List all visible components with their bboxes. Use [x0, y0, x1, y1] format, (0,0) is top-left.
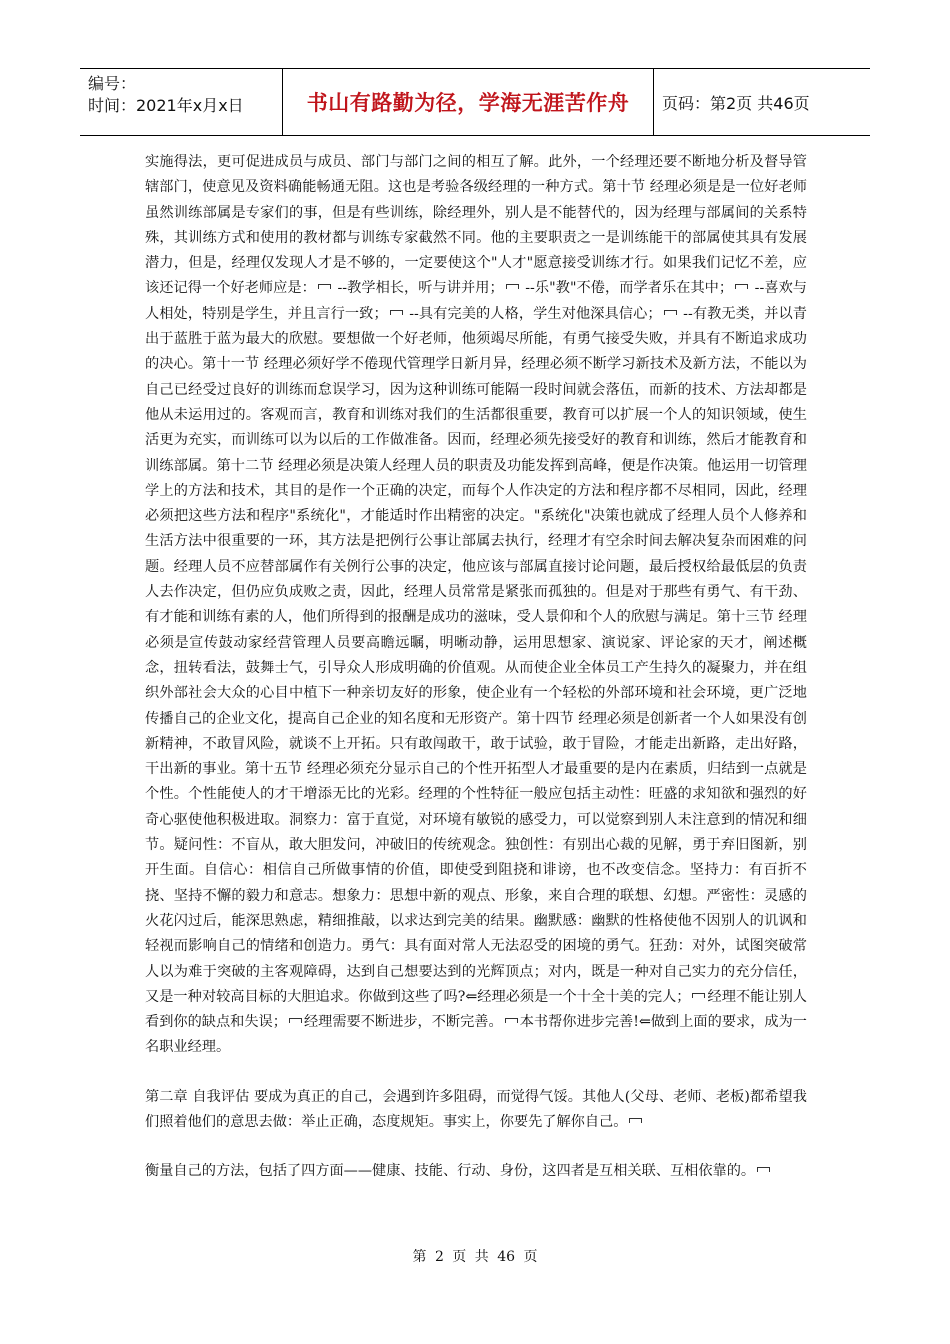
- bullet-mark-icon: [390, 310, 403, 315]
- bullet-mark-icon: [505, 1018, 518, 1023]
- text-run: --教学相长，听与讲并用；: [332, 280, 504, 297]
- document-body: [145, 150, 807, 1185]
- header-page-cell: [654, 69, 870, 135]
- text-run: 经理不能让别人看到你的缺点和失误；: [145, 988, 807, 1031]
- text-run: --乐"教"不倦，而学者乐在其中；: [520, 280, 734, 297]
- bullet-mark-icon: [289, 1018, 302, 1023]
- number-label: 编号：: [88, 74, 137, 93]
- text-run: 经理需要不断进步，不断完善。: [303, 1014, 503, 1031]
- bullet-mark-icon: [735, 284, 748, 289]
- text-run: --具有完美的人格，学生对他深具信心；: [404, 305, 662, 322]
- page-label: 页码：第2页 共46页: [662, 93, 810, 113]
- bullet-mark-icon: [664, 310, 677, 315]
- text-run: 实施得法，更可促进成员与成员、部门与部门之间的相互了解。此外，一个经理还要不断地分析及督导管辖部门，使意见及资料确能畅通无阻。这也是考验各级经理的一种方式。第十节 经理必须是是一位好老师虽然训练部属是专家们的事，但是有些训练，除经理外，别人是不能替代的，因为经理与部属间的关系特殊，其训练方式和使用的教材都与训练专家截然不同。他的主要职责之一是训练能干的部属使其具有发展潜力，但是，经理仅发现人才是不够的，一定要使这个"人才"愿意接受训练才行。如果我们记忆不差，应该还记得一个好老师应是：: [145, 154, 807, 297]
- text-run: --喜欢与人相处，特别是学生，并且言行一致；: [145, 280, 807, 322]
- bullet-mark-icon: [318, 284, 331, 289]
- motto-text: 书山有路勤为径，学海无涯苦作舟: [306, 91, 630, 115]
- bullet-mark-icon: [629, 1118, 642, 1123]
- date-label: 时间：2021年x月x日: [88, 96, 244, 115]
- text-run: --有教无类，并以青出于蓝胜于蓝为最大的欣慰。要想做一个好老师，他须竭尽所能，有勇气接受失败，并具有不断追求成功的决心。第十一节 经理必须好学不倦现代管理学日新月异，经理必须不断学习新技术及新方法，不能以为自己已经受过良好的训练而怠误学习，因为这种训练可能隔一段时间就会落伍，而新的技术、方法却都是他从未运用过的。客观而言，教育和训练对我们的生活都很重要，教育可以扩展一个人的知识领域，使生活更为充实，而训练可以为以后的工作做准备。因而，经理必须先接受好的教育和训练，然后才能教育和训练部属。第十二节 经理必须是决策人经理人员的职责及功能发挥到高峰，便是作决策。他运用一切管理学上的方法和技术，其目的是作一个正确的决定，而每个人作决定的方法和程序都不尽相同，因此，经理必须把这些方法和程序"系统化"，才能适时作出精密的决定。"系统化"决策也就成了经理人员个人修养和生活方法中很重要的一环，其方法是把例行公事让部属去执行，经理才有空余时间去解决复杂而困难的问题。经理人员不应替部属作有关例行公事的决定，他应该与部属直接讨论问题，最后授权给最低层的负责人去作决定，但仍应负成败之责，因此，经理人员常常是紧张而孤独的。但是对于那些有勇气、有干劲、有才能和训练有素的人，他们所得到的报酬是成功的滋味，受人景仰和个人的欣慰与满足。第十三节 经理必须是宣传鼓动家经营管理人员要高瞻远瞩，明晰动静，运用思想家、演说家、评论家的天才，阐述概念，扭转看法，鼓舞士气，引导众人形成明确的价值观。从而使企业全体员工产生持久的凝聚力，并在组织外部社会大众的心目中植下一种亲切友好的形象，使企业有一个轻松的外部环境和社会环境，更广泛地传播自己的企业文化，提高自己企业的知名度和无形资产。第十四节 经理必须是创新者一个人如果没有创新精神，不敢冒风险，就谈不上开拓。只有敢闯敢干，敢于试验，敢于冒险，才能走出新路，走出好路，干出新的事业。第十五节 经理必须充分显示自己的个性开拓型人才最重要的是内在素质，归结到一点就是个性。个性能使人的才干增添无比的光彩。经理的个性特征一般应包括主动性：旺盛的求知欲和强烈的好奇心驱使他积极进取。洞察力：富于直觉，对环境有敏锐的感受力，可以觉察到别人未注意到的情况和细节。疑问性：不盲从，敢大胆发问，冲破旧的传统观念。独创性：有别出心裁的见解，勇于弃旧图新，别开生面。自信心：相信自己所做事情的价值，即使受到阻挠和诽谤，也不改变信念。坚持力：有百折不挠、坚持不懈的毅力和意志。想象力：思想中新的观点、形象，来自合理的联想、幻想。严密性：灵感的火花闪过后，能深思熟虑，精细推敲，以求达到完美的结果。幽默感：幽默的性格使他不因别人的讥讽和轻视而影响自己的情绪和创造力。勇气：具有面对常人无法忍受的困境的勇气。狂劲：对外，试图突破常人以为难于突破的主客观障碍，达到自己想要达到的光辉顶点；对内，既是一种对自己实力的充分信任，又是一种对较高目标的大胆追求。你做到这些了吗?⇐经理必须是一个十全十美的完人；: [145, 305, 807, 1005]
- bullet-mark-icon: [506, 284, 519, 289]
- paragraph-2: [145, 1085, 807, 1136]
- document-header: [80, 68, 870, 136]
- text-run: 衡量自己的方法，包括了四方面——健康、技能、行动、身份，这四者是互相关联、互相依靠的。: [145, 1163, 756, 1180]
- page-footer: 第 2 页 共 46 页: [412, 1249, 538, 1265]
- text-run: 本书帮你进步完善!⇐做到上面的要求，成为一名职业经理。: [145, 1014, 807, 1056]
- bullet-mark-icon: [692, 993, 705, 998]
- paragraph-3: [145, 1159, 807, 1184]
- bullet-mark-icon: [757, 1167, 770, 1172]
- header-motto-cell: [282, 69, 654, 135]
- header-left-cell: [80, 69, 282, 135]
- paragraph-1: [145, 150, 807, 1061]
- text-run: 第二章 自我评估 要成为真正的自己，会遇到许多阻碍，而觉得气馁。其他人(父母、老师、老板)都希望我们照着他们的意思去做：举止正确，态度规矩。事实上，你要先了解你自己。: [145, 1088, 807, 1130]
